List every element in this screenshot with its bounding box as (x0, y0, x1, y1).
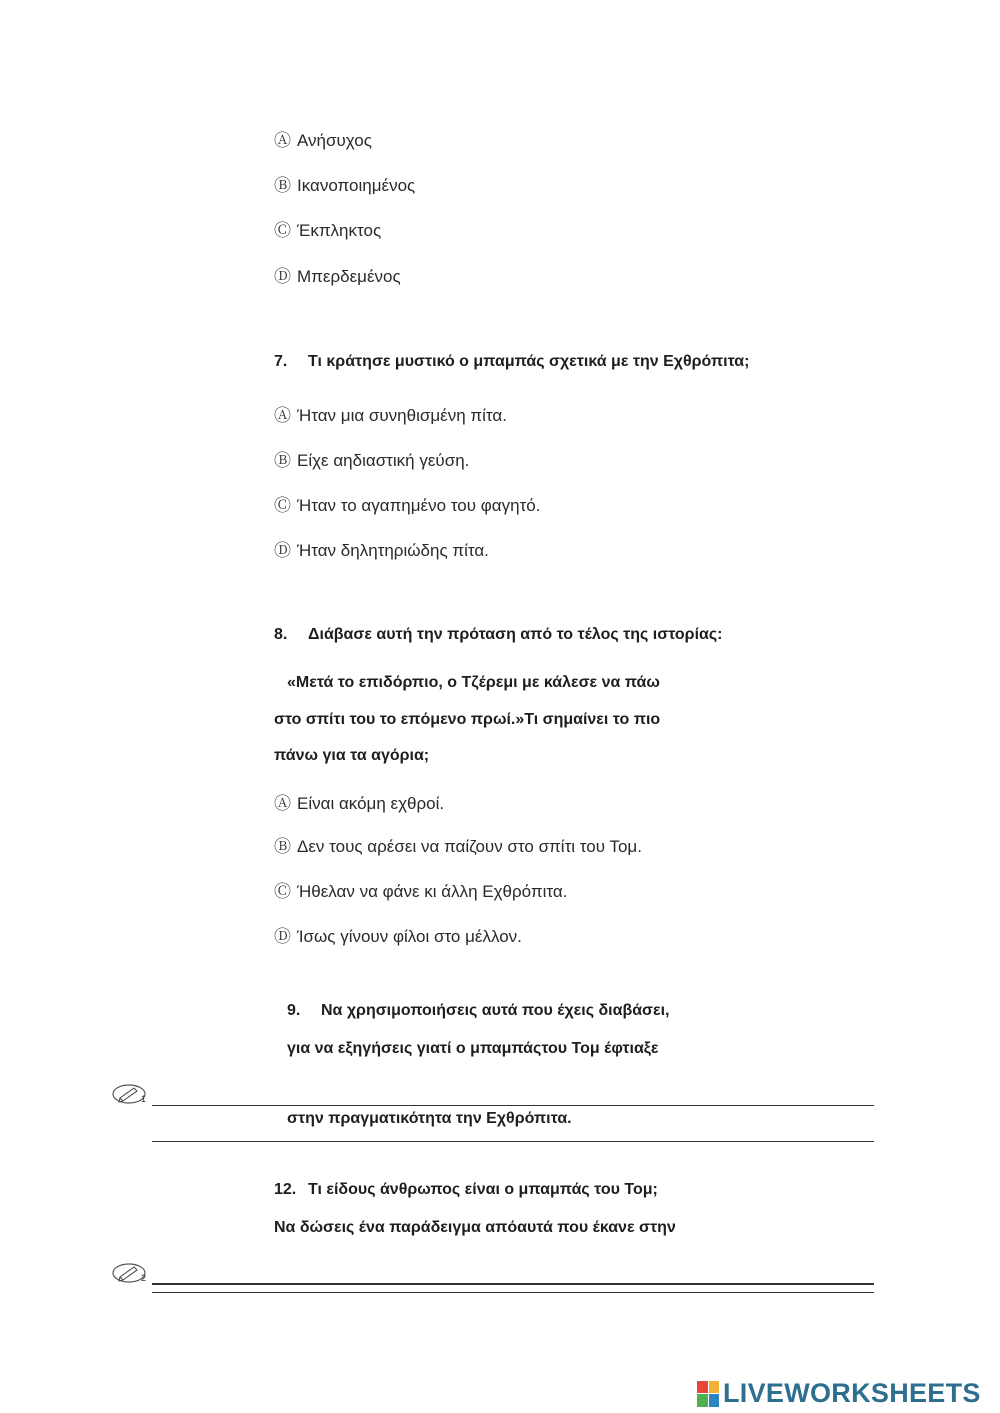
q8-quote-line-3: πάνω για τα αγόρια; (274, 747, 430, 764)
option-text: Δεν τους αρέσει να παίζουν στο σπίτι του Τομ. (297, 837, 642, 856)
q6-option-a[interactable] (274, 126, 372, 151)
q7-option-d[interactable] (274, 536, 489, 561)
option-text: Ήταν το αγαπημένο του φαγητό. (297, 496, 541, 515)
option-text: Είναι ακόμη εχθροί. (297, 794, 445, 813)
option-letter: Ⓐ (274, 131, 291, 150)
q8-option-d[interactable] (274, 922, 522, 947)
question-7 (274, 353, 749, 371)
q9-answer-line-2[interactable] (152, 1141, 874, 1142)
logo-text: LIVEWORKSHEETS (723, 1378, 981, 1408)
question-text-line-1: Τι είδους άνθρωπος είναι ο μπαμπάς του Τομ; (308, 1181, 658, 1198)
option-text: Ήθελαν να φάνε κι άλλη Εχθρόπιτα. (297, 882, 568, 901)
q7-option-b[interactable] (274, 446, 469, 471)
question-12 (274, 1181, 658, 1199)
points-value: 2 (141, 1273, 147, 1283)
q6-option-d[interactable] (274, 262, 401, 287)
option-letter: Ⓒ (274, 882, 291, 901)
q8-quote-line-2: στο σπίτι του το επόμενο πρωί.»Τι σημαίνει το πιο (274, 711, 661, 728)
option-text: Μπερδεμένος (297, 267, 401, 286)
option-text: Έκπληκτος (297, 221, 382, 240)
q12-answer-line-2[interactable] (152, 1292, 874, 1293)
q12-answer-line-1[interactable] (152, 1283, 874, 1285)
question-text: Διάβασε αυτή την πρόταση από το τέλος της ιστορίας: (308, 626, 723, 643)
question-text: Τι κράτησε μυστικό ο μπαμπάς σχετικά με την Εχθρόπιτα; (308, 353, 750, 370)
question-8 (274, 626, 723, 644)
option-letter: Ⓓ (274, 927, 291, 946)
option-letter: Ⓓ (274, 541, 291, 560)
option-text: Ανήσυχος (297, 131, 372, 150)
question-9 (287, 1002, 669, 1020)
points-value: 1 (141, 1094, 147, 1104)
q8-option-b[interactable] (274, 832, 642, 857)
option-text: Ικανοποιημένος (297, 176, 416, 195)
q9-answer-line-1[interactable] (152, 1105, 874, 1106)
option-letter: Ⓐ (274, 794, 291, 813)
question-12-line-2: Να δώσεις ένα παράδειγμα απόαυτά που έκανε στην (274, 1219, 676, 1236)
q8-quote-line-1: «Μετά το επιδόρπιο, ο Τζέρεμι με κάλεσε να πάω (287, 674, 660, 691)
question-text-line-1: Να χρησιμοποιήσεις αυτά που έχεις διαβάσει, (321, 1002, 670, 1019)
option-letter: Ⓑ (274, 837, 291, 856)
question-number: 9. (287, 1002, 301, 1019)
question-number: 8. (274, 626, 288, 643)
option-letter: Ⓒ (274, 221, 291, 240)
pencil-points-icon (112, 1262, 150, 1284)
logo-mark-icon (697, 1381, 719, 1407)
q8-option-a[interactable] (274, 789, 444, 814)
question-9-line-2: για να εξηγήσεις γιατί ο μπαμπάςτου Τομ έφτιαξε (287, 1040, 659, 1057)
question-9-line-3: στην πραγματικότητα την Εχθρόπιτα. (287, 1110, 572, 1127)
option-letter: Ⓓ (274, 267, 291, 286)
q7-option-a[interactable] (274, 401, 507, 426)
option-text: Ήταν μια συνηθισμένη πίτα. (297, 406, 507, 425)
option-text: Ήταν δηλητηριώδης πίτα. (297, 541, 489, 560)
option-letter: Ⓐ (274, 406, 291, 425)
question-number: 12. (274, 1181, 297, 1198)
liveworksheets-logo[interactable] (697, 1378, 981, 1409)
pencil-points-icon (112, 1083, 150, 1105)
option-letter: Ⓑ (274, 451, 291, 470)
question-number: 7. (274, 353, 288, 370)
option-text: Ίσως γίνουν φίλοι στο μέλλον. (297, 927, 522, 946)
q6-option-c[interactable] (274, 216, 381, 241)
q6-option-b[interactable] (274, 171, 415, 196)
option-letter: Ⓑ (274, 176, 291, 195)
option-text: Είχε αηδιαστική γεύση. (297, 451, 470, 470)
q7-option-c[interactable] (274, 491, 540, 516)
q8-option-c[interactable] (274, 877, 567, 902)
option-letter: Ⓒ (274, 496, 291, 515)
